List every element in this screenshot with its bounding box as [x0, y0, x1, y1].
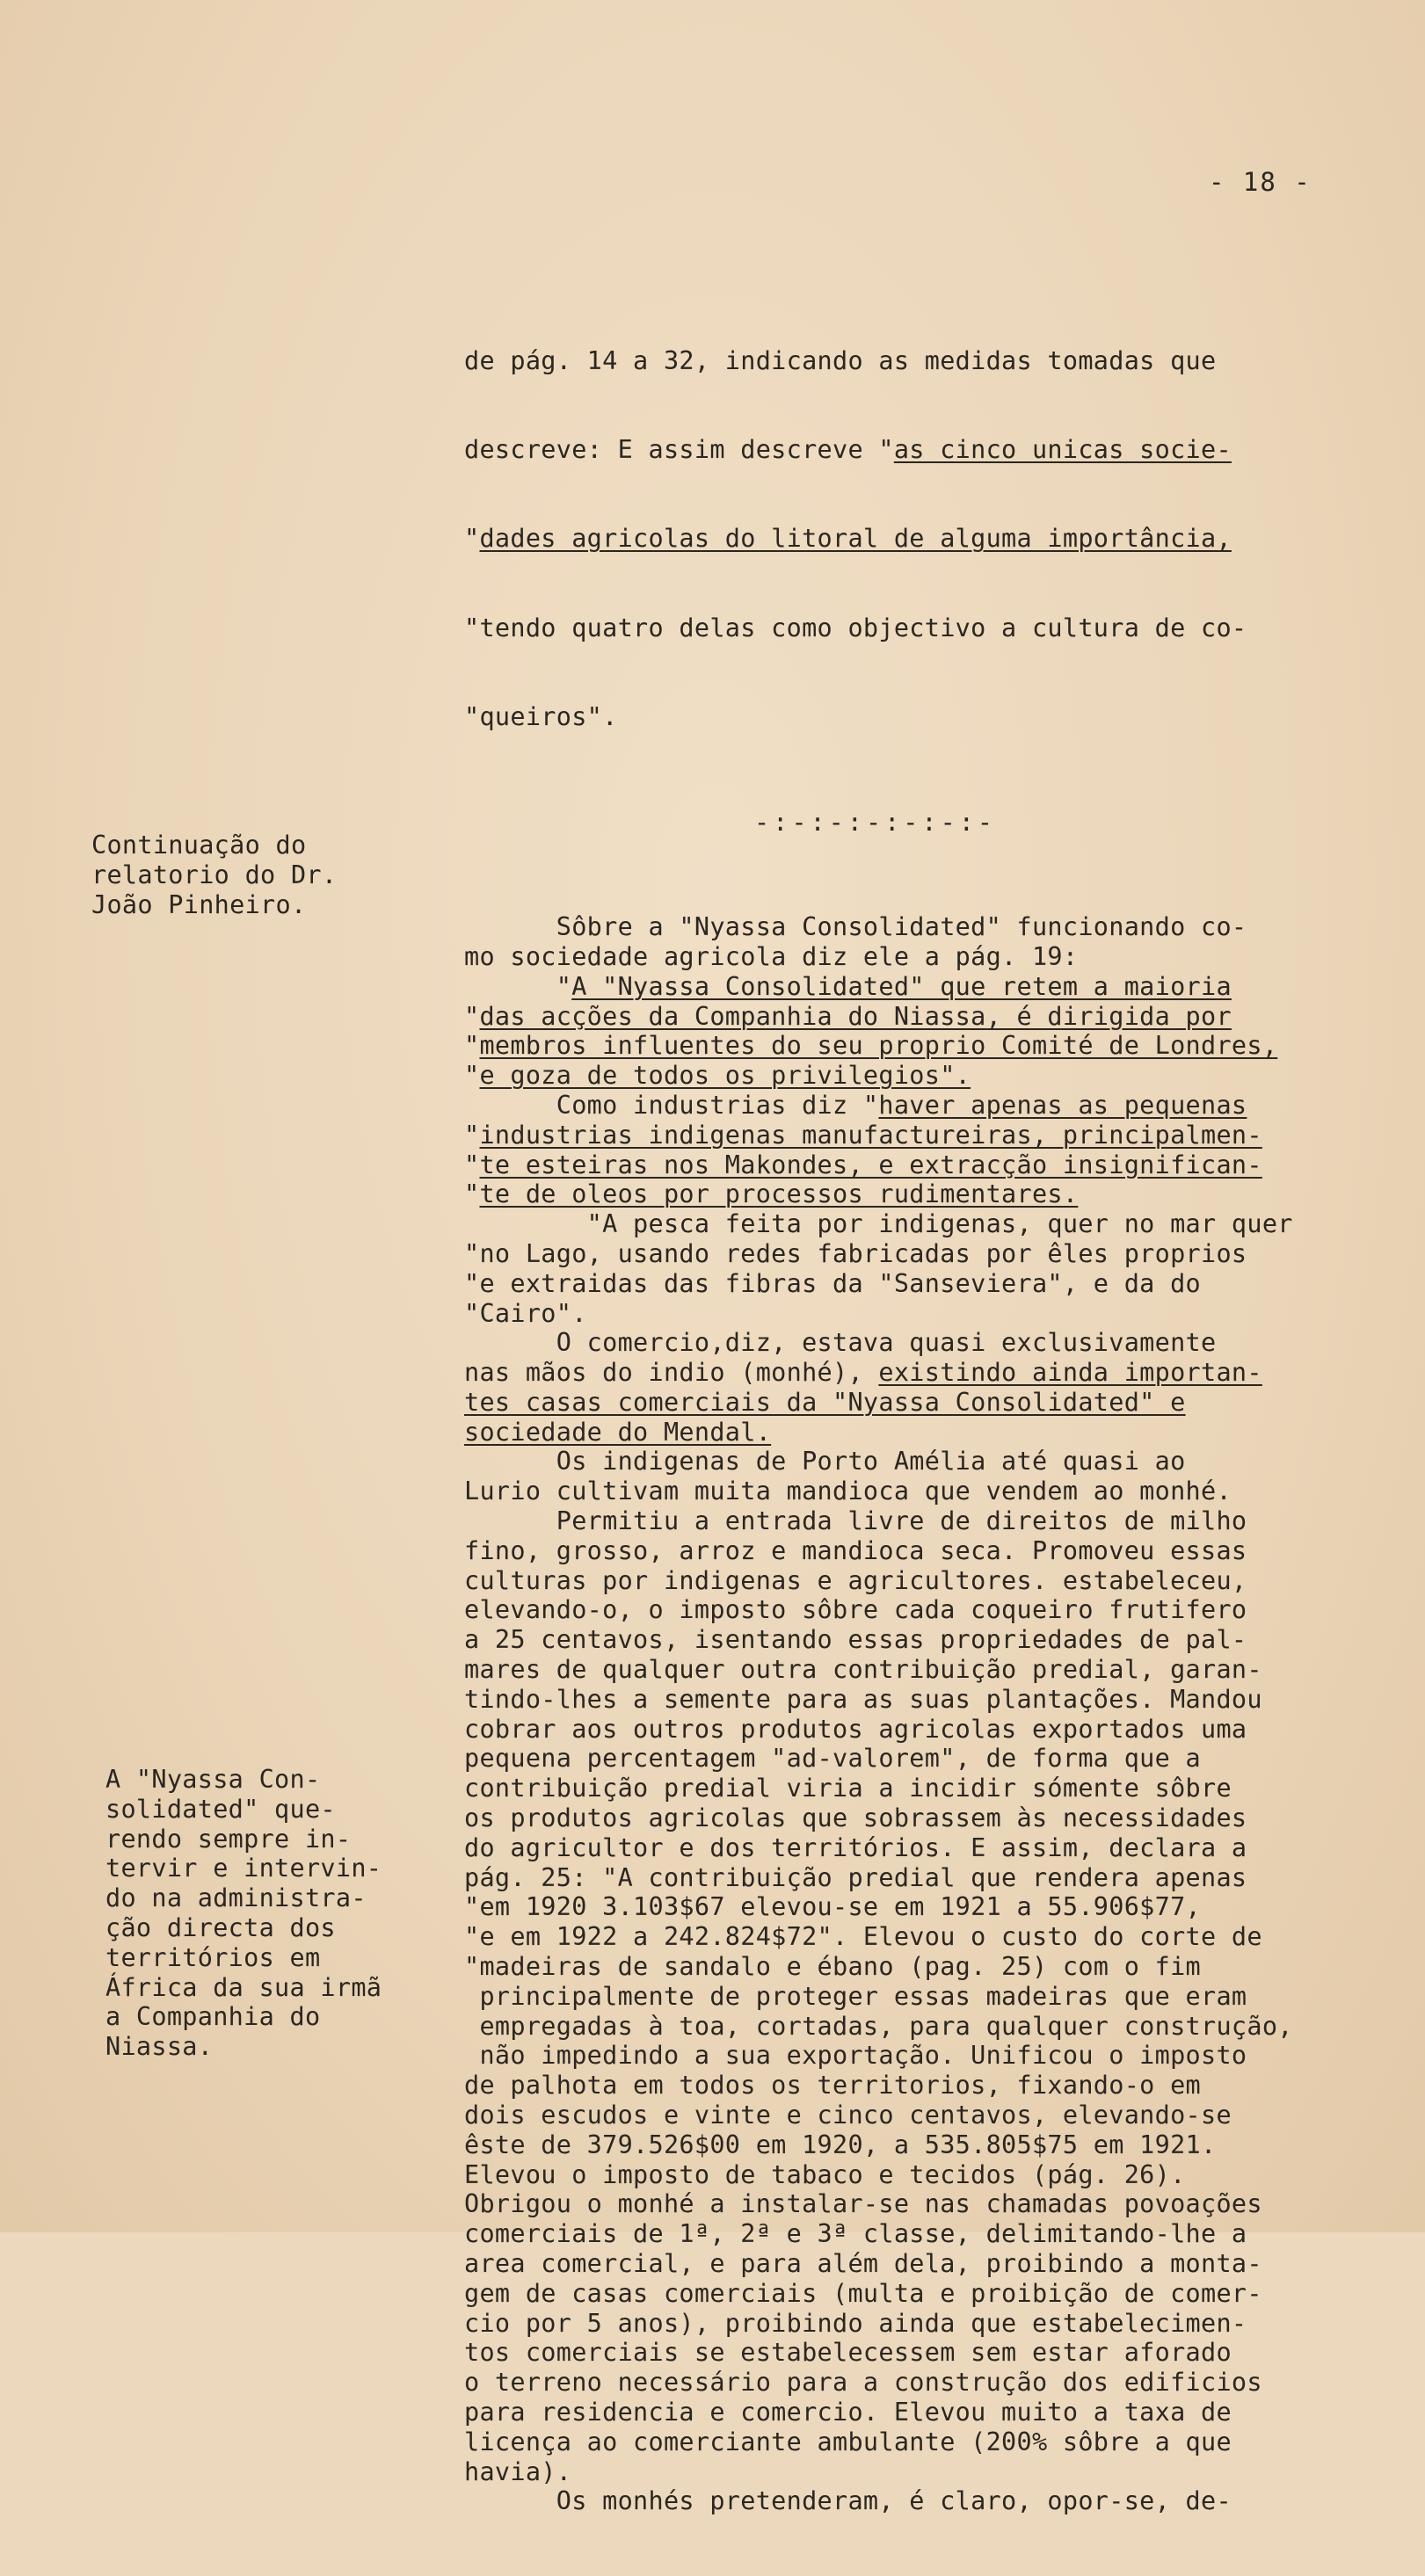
text-line: "no Lago, usando redes fabricadas por êles proprios	[464, 1238, 1247, 1268]
text-line: culturas por indigenas e agricultores. estabeleceu,	[464, 1565, 1247, 1595]
text-line: para residencia e comercio. Elevou muito a taxa de	[464, 2397, 1232, 2427]
text-line: havia).	[464, 2456, 572, 2486]
text-line: Como industrias diz "haver apenas as pequenas	[464, 1090, 1247, 1120]
margin-note-line: rendo sempre in-	[105, 1824, 352, 1854]
text-line: de palhota em todos os territorios, fixando-o em	[464, 2071, 1202, 2101]
text-line: cobrar aos outros produtos agricolas exportados uma	[464, 1714, 1247, 1744]
margin-note-line: Niassa.	[105, 2032, 214, 2062]
text-line: fino, grosso, arroz e mandioca seca. Promoveu essas	[464, 1535, 1247, 1565]
margin-note-line: João Pinheiro.	[91, 889, 307, 919]
text-line: gem de casas comerciais (multa e proibição de comer-	[464, 2278, 1262, 2308]
text-line: "das acções da Companhia do Niassa, é dirigida por	[464, 1001, 1232, 1031]
text-line: "te de oleos por processos rudimentares.	[464, 1179, 1079, 1209]
text-line: Os indigenas de Porto Amélia até quasi ao	[464, 1447, 1186, 1477]
text-line: "A "Nyassa Consolidated" que retem a maioria	[464, 971, 1232, 1001]
text-line: Permitiu a entrada livre de direitos de milho	[464, 1506, 1247, 1536]
text-line: comerciais de 1ª, 2ª e 3ª classe, delimitando-lhe a	[464, 2219, 1247, 2249]
text-line: "em 1920 3.103$67 elevou-se em 1921 a 55.906$77,	[464, 1892, 1202, 1922]
margin-note-line: relatorio do Dr.	[91, 860, 338, 889]
text-line: Elevou o imposto de tabaco e tecidos (pág. 26).	[464, 2159, 1186, 2189]
text-line: licença ao comerciante ambulante (200% sôbre a que	[464, 2427, 1232, 2456]
text-line: mares de qualquer outra contribuição predial, garan-	[464, 1655, 1262, 1685]
text-line: "industrias indigenas manufactureiras, principalmen-	[464, 1120, 1262, 1150]
text-line: Lurio cultivam muita mandioca que vendem ao monhé.	[464, 1477, 1232, 1506]
text-line: Obrigou o monhé a instalar-se nas chamadas povoações	[464, 2189, 1262, 2219]
margin-note-line: tervir e intervin-	[105, 1854, 382, 1883]
margin-note-line: do na administra-	[105, 1883, 367, 1913]
text-line: de pág. 14 a 32, indicando as medidas tomadas que	[464, 345, 1217, 375]
text-line: Sôbre a "Nyassa Consolidated" funcionando co-	[464, 912, 1247, 942]
text-line: Os monhés pretenderam, é claro, opor-se, de-	[464, 2486, 1232, 2516]
margin-note-line: Continuação do	[91, 831, 307, 860]
margin-note-line: África da sua irmã	[105, 1972, 382, 2002]
text-line: principalmente de proteger essas madeiras que eram	[464, 1981, 1247, 2011]
margin-note-nyassa	[105, 1765, 382, 2062]
margin-note-line: ção directa dos	[105, 1912, 336, 1942]
text-line: cio por 5 anos), proibindo ainda que estabelecimen-	[464, 2308, 1247, 2338]
text-line: "queiros".	[464, 702, 618, 732]
text-line: os produtos agricolas que sobrassem às necessidades	[464, 1803, 1247, 1833]
page-number: - 18 -	[1209, 167, 1312, 197]
text-line: descreve: E assim descreve "as cinco unicas socie-	[464, 434, 1232, 464]
text-line: do agricultor e dos territórios. E assim, declara a	[464, 1832, 1247, 1862]
text-line: êste de 379.526$00 em 1920, a 535.805$75 em 1921.	[464, 2130, 1217, 2159]
text-line: contribuição predial viria a incidir sómente sôbre	[464, 1774, 1232, 1803]
section-separator: -:-:-:-:-:-:-	[754, 807, 997, 837]
text-line: pág. 25: "A contribuição predial que rendera apenas	[464, 1862, 1247, 1892]
margin-note-line: a Companhia do	[105, 2002, 321, 2032]
text-line: tes casas comerciais da "Nyassa Consolidated" e	[464, 1387, 1186, 1417]
main-text	[464, 287, 1414, 2576]
text-line: sociedade do Mendal.	[464, 1417, 772, 1447]
margin-note-line: A "Nyassa Con-	[105, 1765, 321, 1794]
text-line: tos comerciais se estabelecessem sem estar aforado	[464, 2338, 1232, 2368]
text-line: o terreno necessário para a construção dos edificios	[464, 2368, 1262, 2398]
margin-note-line: territórios em	[105, 1942, 321, 1972]
text-line: tindo-lhes a semente para as suas plantações. Mandou	[464, 1684, 1262, 1714]
text-line: "e em 1922 a 242.824$72". Elevou o custo do corte de	[464, 1922, 1262, 1952]
text-line: elevando-o, o imposto sôbre cada coqueiro frutifero	[464, 1595, 1247, 1625]
text-line: "dades agricolas do litoral de alguma importância,	[464, 524, 1232, 554]
text-line: nas mãos do indio (monhé), existindo ainda importan-	[464, 1358, 1262, 1388]
text-line: O comercio,diz, estava quasi exclusivamente	[464, 1328, 1217, 1358]
text-line: a 25 centavos, isentando essas propriedades de pal-	[464, 1625, 1247, 1655]
text-line: empregadas à toa, cortadas, para qualquer construção,	[464, 2011, 1293, 2041]
margin-note-line: solidated" que-	[105, 1794, 336, 1824]
text-line: "madeiras de sandalo e ébano (pag. 25) com o fim	[464, 1952, 1202, 1982]
text-line: "te esteiras nos Makondes, e extracção insignifican-	[464, 1150, 1262, 1179]
text-line: dois escudos e vinte e cinco centavos, elevando-se	[464, 2101, 1232, 2130]
text-line: não impedindo a sua exportação. Unificou o imposto	[464, 2041, 1247, 2071]
text-line: "e extraidas das fibras da "Sanseviera", e da do	[464, 1268, 1202, 1298]
text-line: mo sociedade agricola diz ele a pág. 19:	[464, 941, 1079, 971]
text-block	[464, 912, 1414, 2516]
text-line: "Cairo".	[464, 1298, 587, 1328]
text-line: "membros influentes do seu proprio Comité de Londres,	[464, 1031, 1278, 1061]
text-line: pequena percentagem "ad-valorem", de forma que a	[464, 1744, 1202, 1774]
margin-note-continuation	[91, 831, 337, 919]
text-line: "A pesca feita por indigenas, quer no mar quer	[464, 1209, 1293, 1239]
text-line: "e goza de todos os privilegios".	[464, 1061, 971, 1091]
text-line: area comercial, e para além dela, proibindo a monta-	[464, 2249, 1262, 2278]
text-line: "tendo quatro delas como objectivo a cultura de co-	[464, 613, 1247, 642]
